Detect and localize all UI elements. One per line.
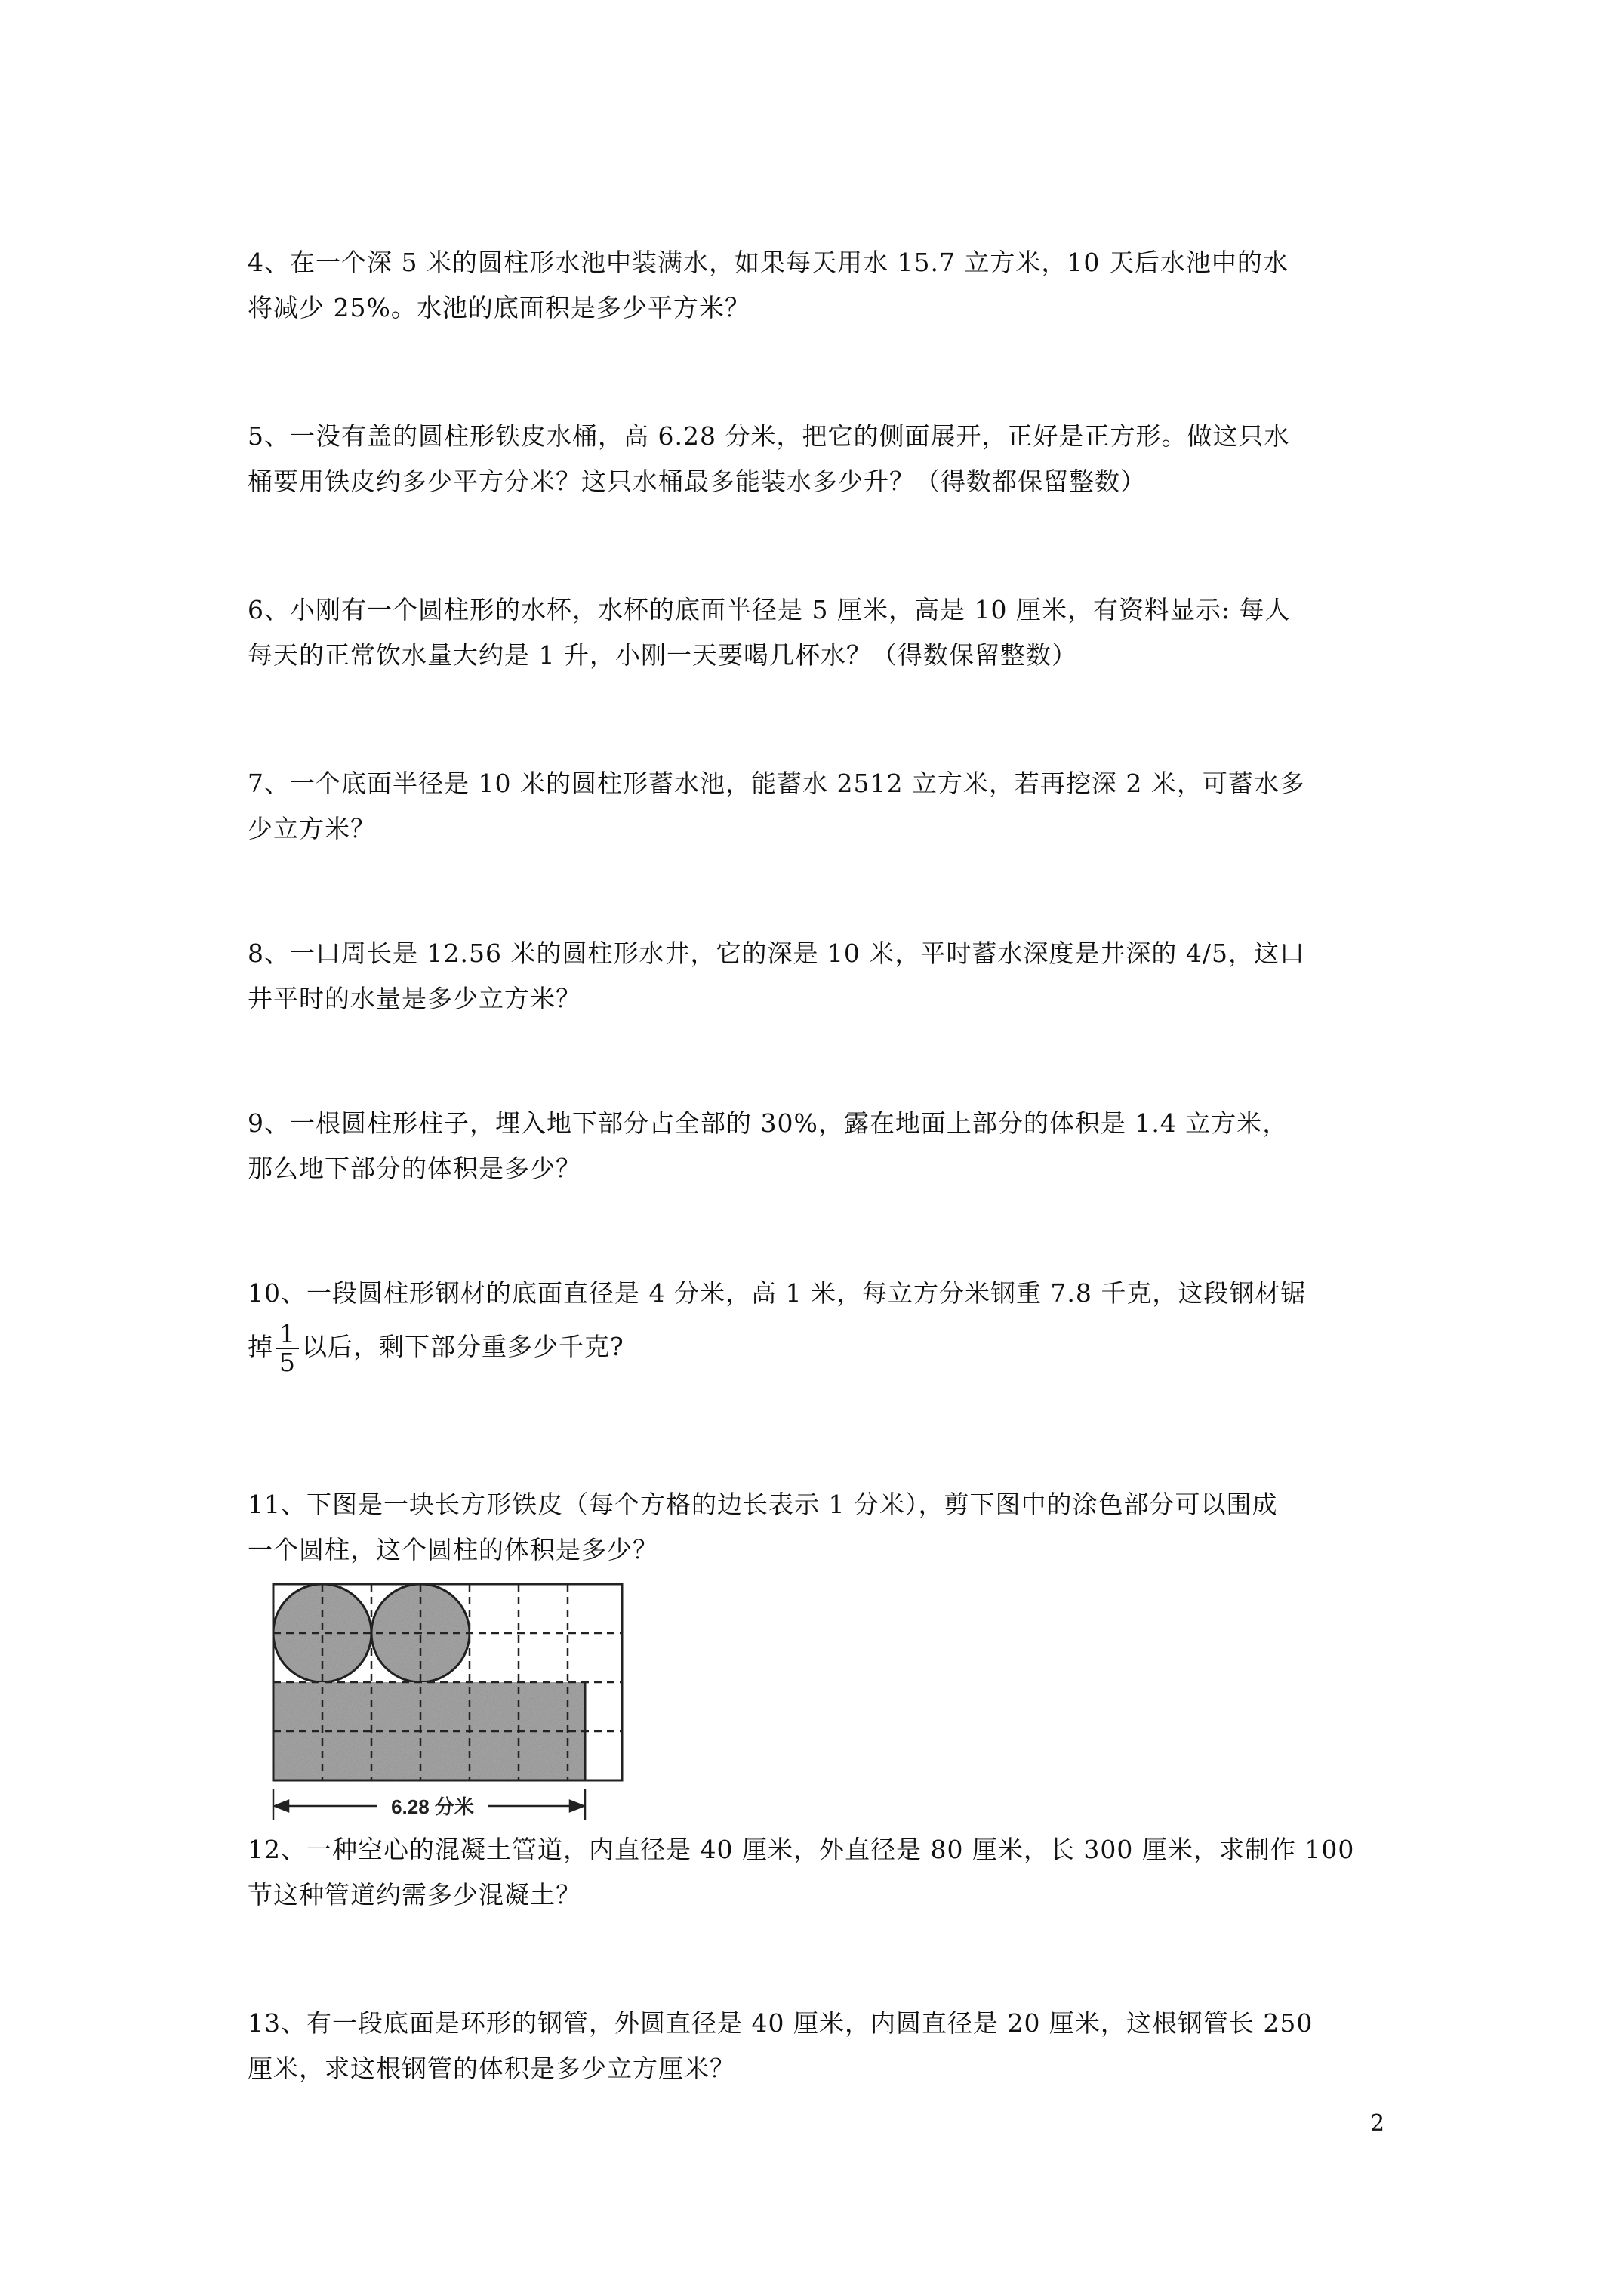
question-6 [248,587,1391,678]
question-12-line-1: 12、一种空心的混凝土管道，内直径是 40 厘米，外直径是 80 厘米，长 300 厘米，求制作 100 [248,1835,1355,1864]
fraction-denominator: 5 [279,1348,296,1377]
question-10-line-2-prefix: 掉 [248,1332,273,1361]
question-13-line-1: 13、有一段底面是环形的钢管，外圆直径是 40 厘米，内圆直径是 20 厘米，这根钢管长 250 [248,2008,1313,2038]
dimension-label: 6.28 分米 [391,1795,474,1818]
page-number: 2 [1370,2110,1385,2137]
question-5-line-1: 5、一没有盖的圆柱形铁皮水桶，高 6.28 分米，把它的侧面展开，正好是正方形。做这只水 [248,421,1290,451]
question-9-line-2: 那么地下部分的体积是多少？ [248,1154,581,1183]
question-10-line-2 [248,1321,1391,1376]
question-10 [248,1271,1391,1376]
question-9 [248,1101,1391,1191]
question-6-line-2: 每天的正常饮水量大约是 1 升，小刚一天要喝几杯水？（得数保留整数） [248,640,1077,670]
question-4 [248,240,1391,331]
question-7-line-1: 7、一个底面半径是 10 米的圆柱形蓄水池，能蓄水 2512 立方米，若再挖深 2 米，可蓄水多 [248,769,1305,798]
question-12 [248,1827,1391,1918]
question-12-line-2: 节这种管道约需多少混凝土？ [248,1880,581,1909]
fraction-numerator: 1 [276,1321,299,1349]
question-11-line-1: 11、下图是一块长方形铁皮（每个方格的边长表示 1 分米），剪下图中的涂色部分可以围成 [248,1490,1278,1519]
question-4-line-2: 将减少 25%。水池的底面积是多少平方米？ [248,293,750,322]
fraction-one-fifth [276,1321,299,1376]
question-6-line-1: 6、小刚有一个圆柱形的水杯，水杯的底面半径是 5 厘米，高是 10 厘米，有资料显示: 每人 [248,595,1291,624]
question-10-line-2-suffix: 以后，剩下部分重多少千克? [302,1332,624,1361]
question-4-line-1: 4、在一个深 5 米的圆柱形水池中装满水，如果每天用水 15.7 立方米，10 天后水池中的水 [248,248,1289,277]
question-5-line-2: 桶要用铁皮约多少平方分米？这只水桶最多能装水多少升？（得数都保留整数） [248,467,1146,496]
question-11 [248,1482,1391,1573]
question-11-line-2: 一个圆柱，这个圆柱的体积是多少？ [248,1535,658,1564]
sheet-metal-diagram [272,1583,634,1824]
question-8 [248,931,1391,1022]
question-9-line-1: 9、一根圆柱形柱子，埋入地下部分占全部的 30%，露在地面上部分的体积是 1.4 立方米， [248,1108,1289,1138]
question-8-line-1: 8、一口周长是 12.56 米的圆柱形水井，它的深是 10 米，平时蓄水深度是井深的 4/5，这口 [248,938,1306,968]
question-13 [248,2001,1391,2091]
question-10-line-1: 10、一段圆柱形钢材的底面直径是 4 分米，高 1 米，每立方分米钢重 7.8 千克，这段钢材锯 [248,1278,1307,1308]
question-7 [248,761,1391,852]
question-5 [248,414,1391,504]
question-8-line-2: 井平时的水量是多少立方米？ [248,984,581,1013]
question-13-line-2: 厘米，求这根钢管的体积是多少立方厘米？ [248,2054,735,2083]
question-7-line-2: 少立方米？ [248,814,376,843]
